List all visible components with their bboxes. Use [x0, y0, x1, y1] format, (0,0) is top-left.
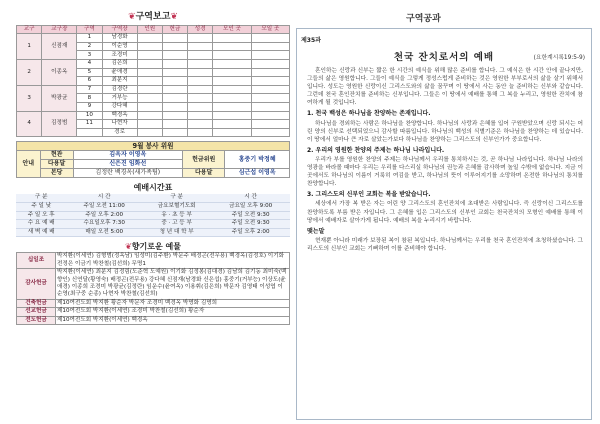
lesson-box [296, 28, 592, 420]
service-right-label: 다용달 [183, 169, 225, 178]
area-leader: 윤애경 [102, 68, 137, 77]
report-empty-cell [251, 85, 289, 94]
district-no: 4 [17, 111, 42, 137]
report-empty-cell [213, 102, 251, 111]
report-empty-cell [251, 42, 289, 51]
report-empty-cell [137, 102, 162, 111]
area-no: 3 [77, 51, 102, 60]
report-empty-cell [251, 68, 289, 77]
service-right-value: 심근섭 이영옥 [225, 169, 290, 178]
district-no: 2 [17, 59, 42, 85]
worship-cell: 매일 오전 5:00 [66, 228, 142, 237]
worship-cell: 유 · 초 등 부 [142, 211, 211, 220]
report-header-cell: 헌금 [162, 26, 187, 34]
worship-title: 예배시간표 [133, 183, 173, 193]
offering-label: 선교헌금 [17, 308, 56, 316]
lesson-number: 제35과 [301, 37, 321, 44]
report-empty-cell [188, 128, 213, 137]
district-leader: 김정범 [42, 111, 77, 137]
report-empty-cell [188, 85, 213, 94]
area-no: 1 [77, 34, 102, 43]
report-header-cell: 인원 [137, 26, 162, 34]
report-empty-cell [213, 128, 251, 137]
report-empty-cell [251, 77, 289, 86]
offering-row [17, 269, 290, 300]
report-empty-cell [162, 102, 187, 111]
point-heading: 1. 천국 백성은 하나님을 찬양하는 존재입니다. [307, 110, 431, 118]
report-empty-cell [188, 34, 213, 43]
area-leader: 조경미 [102, 51, 137, 60]
worship-cell: 수요일오후 7:30 [66, 220, 142, 229]
point-text: 하나님을 경외하는 사람은 하나님을 찬양합니다. 하나님의 사랑과 은혜를 입어 구원받았으며 신랑 되시는 어린 양의 신부로 선택되었으니 감사할 따름입니다. 하나님의 백성의 식별기준은 하나님을 찬양하는 데 있습니다. 이 땅에서 얼마나 큰 자로 살았는가보다 하나님을 찬양하는 그리스도의 신부인가가 중요합니다. [307, 120, 583, 143]
left-column [16, 8, 290, 325]
worship-cell: 주 일 오 후 [16, 211, 66, 220]
area-leader: 나현자 [102, 120, 137, 129]
worship-row [16, 202, 290, 211]
report-empty-cell [188, 51, 213, 60]
service-guide-label: 다용달 [40, 160, 73, 169]
report-empty-cell [162, 68, 187, 77]
district-leader: 박광균 [42, 85, 77, 111]
report-empty-cell [188, 102, 213, 111]
area-no: 7 [77, 85, 102, 94]
area-leader: 김은희 [102, 59, 137, 68]
report-empty-cell [251, 94, 289, 103]
report-empty-cell [213, 34, 251, 43]
report-empty-cell [251, 59, 289, 68]
service-right-value: 홍중기 박정혜 [225, 151, 290, 169]
report-empty-cell [213, 77, 251, 86]
report-empty-cell [213, 85, 251, 94]
report-header-cell: 모일 곳 [251, 26, 289, 34]
report-row [17, 59, 290, 68]
offering-label: 십일조 [17, 253, 56, 269]
offering-label: 감사헌금 [17, 269, 56, 300]
area-no: 6 [77, 77, 102, 86]
worship-header-row [16, 194, 290, 202]
offering-title: ❦향기로운 예물 [125, 242, 181, 252]
report-empty-cell [213, 42, 251, 51]
report-empty-cell [188, 111, 213, 120]
area-no: 10 [77, 111, 102, 120]
worship-cell: 금요일 오후 9:00 [211, 202, 290, 211]
report-empty-cell [213, 51, 251, 60]
area-leader: 이순영 [102, 42, 137, 51]
point-text: 우리가 부를 영원한 찬양의 주제는 하나님께서 우리를 통치하시는 것, 곧 하나님 나라입니다. 하나님 나라의 영광을 바라볼 때마다 우리는 우리를 다스리실 하나님의 권능과 은혜를 감사하며 높일 수밖에 없습니다. 지금 이곳에서도 하나님의 이름이 거룩히 여김을 받고, 하나님의 뜻이 이루어지기를 소망하며 온전한 하나님의 통치를 찬양합니다. [307, 156, 583, 188]
worship-table [16, 194, 290, 237]
worship-cell: 주일 오전 9:30 [211, 220, 290, 229]
service-guide-label: 안내 [17, 151, 41, 178]
offering-row [17, 253, 290, 269]
report-empty-cell [213, 68, 251, 77]
report-row [17, 85, 290, 94]
report-empty-cell [213, 111, 251, 120]
report-empty-cell [188, 94, 213, 103]
report-empty-cell [137, 94, 162, 103]
report-empty-cell [137, 128, 162, 137]
report-empty-cell [137, 77, 162, 86]
area-no: 5 [77, 68, 102, 77]
district-leader: 신점재 [42, 34, 77, 60]
report-header-cell: 교구 [17, 26, 42, 34]
report-empty-cell [213, 120, 251, 129]
area-no: 4 [77, 59, 102, 68]
report-row [17, 111, 290, 120]
worship-row [16, 211, 290, 220]
offering-row [17, 299, 290, 307]
district-leader: 이종옥 [42, 59, 77, 85]
lesson-header-title: 구역공과 [406, 14, 441, 24]
report-header-cell: 교구장 [42, 26, 77, 34]
area-leader: 최분지 [102, 77, 137, 86]
worship-cell: 새 벽 예 배 [16, 228, 66, 237]
worship-cell: 수 요 예 배 [16, 220, 66, 229]
offering-table [16, 252, 290, 325]
offering-row [17, 316, 290, 324]
report-empty-cell [162, 128, 187, 137]
report-empty-cell [162, 51, 187, 60]
report-header-cell: 성경 [188, 26, 213, 34]
lesson-reference: (요한계시록19:5-9) [533, 55, 585, 61]
report-empty-cell [162, 77, 187, 86]
area-leader: 강다혜 [102, 102, 137, 111]
report-empty-cell [188, 68, 213, 77]
worship-body [16, 202, 290, 236]
report-title: ❦구역보고❦ [128, 12, 178, 22]
worship-row [16, 228, 290, 237]
report-empty-cell [213, 94, 251, 103]
worship-cell: 금요보혈기도회 [142, 202, 211, 211]
worship-cell: 주 일 낮 [16, 202, 66, 211]
service-guide-value: 김옥자 이영옥 [73, 151, 182, 160]
report-header-row [17, 26, 290, 34]
offering-names: 제10여전도회 박지환(이세연) 백경옥 [56, 316, 290, 324]
worship-cell: 주일 오후 2:00 [66, 211, 142, 220]
report-empty-cell [162, 120, 187, 129]
point-heading: 3. 그리스도의 신부인 교회는 복을 받았습니다. [307, 191, 431, 199]
report-empty-cell [251, 102, 289, 111]
lesson-header [296, 8, 592, 28]
area-leader: 백경옥 [102, 111, 137, 120]
lesson-title: 천국 잔치로서의 예배 [393, 52, 495, 63]
report-empty-cell [162, 42, 187, 51]
offering-names: 박지환(이세연) 김형범(정옥남) 임성미(김주환) 박문주 배정곤(전무용) 백경옥(김정호) 이기화 전정은 이금기 박찬철(김선희) 무명1 [56, 253, 290, 269]
closing-heading: 맺는말 [307, 227, 325, 235]
report-empty-cell [251, 34, 289, 43]
report-empty-cell [137, 111, 162, 120]
service-guide-label: 현관 [40, 151, 73, 160]
report-row [17, 34, 290, 43]
service-table [16, 141, 290, 178]
area-leader: 경로 [102, 128, 137, 137]
district-no: 3 [17, 85, 42, 111]
worship-row [16, 220, 290, 229]
service-guide-label: 본당 [40, 169, 73, 178]
worship-cell: 주일 오전 9:30 [211, 211, 290, 220]
offering-row [17, 308, 290, 316]
report-empty-cell [137, 85, 162, 94]
service-guide-value: 신은진 임화선 [73, 160, 182, 169]
report-empty-cell [213, 59, 251, 68]
report-header-cell: 구역장 [102, 26, 137, 34]
worship-cell: 주일 오후 2:00 [211, 228, 290, 237]
report-empty-cell [137, 51, 162, 60]
report-empty-cell [162, 59, 187, 68]
worship-cell: 주일 오전 11:00 [66, 202, 142, 211]
report-body [17, 34, 290, 137]
report-empty-cell [137, 34, 162, 43]
right-column [296, 8, 592, 418]
point-heading: 2. 우리의 영원한 찬양의 주제는 하나님 나라입니다. [307, 146, 445, 154]
worship-cell: 청 년 대 학 부 [142, 228, 211, 237]
report-empty-cell [137, 120, 162, 129]
area-no: 8 [77, 94, 102, 103]
worship-header-cell: 구 분 [16, 194, 66, 202]
report-empty-cell [251, 128, 289, 137]
report-empty-cell [251, 120, 289, 129]
report-empty-cell [188, 120, 213, 129]
report-empty-cell [251, 111, 289, 120]
report-empty-cell [162, 94, 187, 103]
report-empty-cell [137, 42, 162, 51]
area-no [77, 128, 102, 137]
worship-cell: 중 · 고 등 부 [142, 220, 211, 229]
area-leader: 거부능 [102, 94, 137, 103]
report-empty-cell [188, 42, 213, 51]
area-no: 11 [77, 120, 102, 129]
point-text: 세상에서 가장 복 받은 자는 어린 양 그리스도의 혼인잔치에 초대받은 사람입니다. 즉 신랑이신 그리스도를 찬양하도록 부름 받은 자입니다. 그 은혜를 입은 그리스도의 신부인 교회는 천국잔치의 모형인 예배를 통해 이 땅에서 예배자로 살아가게 됩니다. 예배의 복을 누리시기 바랍니다. [307, 201, 583, 224]
offering-names: 제10여전도회 박지환 황순자 박문자 조경미 백경옥 박명화 김명희 [56, 299, 290, 307]
report-empty-cell [188, 77, 213, 86]
worship-header-cell: 시 간 [66, 194, 142, 202]
offering-names: 제10여전도회 박지환(이세연) 조경미 박찬철(김선희) 황순자 [56, 308, 290, 316]
report-empty-cell [251, 51, 289, 60]
service-guide-value: 김정란 백경옥(새가족팀) [73, 169, 182, 178]
report-table [16, 25, 290, 137]
report-empty-cell [162, 111, 187, 120]
report-header-cell: 구역 [77, 26, 102, 34]
report-empty-cell [137, 59, 162, 68]
report-header-cell: 모인 곳 [213, 26, 251, 34]
offering-label: 건축헌금 [17, 299, 56, 307]
worship-header-cell: 구 분 [142, 194, 211, 202]
report-empty-cell [162, 85, 187, 94]
offering-label: 전도헌금 [17, 316, 56, 324]
report-empty-cell [188, 59, 213, 68]
district-no: 1 [17, 34, 42, 60]
report-empty-cell [137, 68, 162, 77]
area-leader: 남경화 [102, 34, 137, 43]
area-leader: 김경란 [102, 85, 137, 94]
offering-names: 박지환(이세연) 최분지 김정림(도준혁 도예원) 이기화 김정봉(김대경) 김남희 김기동 최미숙(백향인) 신연달(황영숙) 배정곤(전무용) 강다혜 신점재(남경화 신은섭) 홍중기(거부능) 이상도(윤애경) 이종희 조경미 박광균(김정란) 임운수(윤여옥) 이용휘(김은희) 박문자 김영태 이성엽 이순영(최구중 순종) 나현자 박찬철(김선희) [56, 269, 290, 300]
area-no: 9 [77, 102, 102, 111]
closing-text: 현재뿐 아니라 미래가 보장된 복이 참된 복입니다. 하나님께서는 우리를 천국 혼인잔치에 초청하셨습니다. 그리스도의 신부인 교회는 기뻐하며 이를 준비해야 합니다. [307, 237, 583, 252]
area-no: 2 [77, 42, 102, 51]
report-empty-cell [162, 34, 187, 43]
service-right-label: 헌금위원 [183, 151, 225, 169]
lesson-intro: 혼인하는 신랑과 신부는 짧은 한 시간의 예식을 위해 많은 준비를 합니다. 그 예식은 한 시간 안에 끝나지만, 그들의 삶은 영원합니다. 그들이 예식을 그렇게 정성스럽게 준비하는 것은 영원한 부부로서의 삶을 살기 위해서입니다. 성도는 영원한 신랑이신 그리스도와의 삶을 꿈꾸며 이 땅에서 사는 동안 늘 준비하는 신부와 같습니다. 그런데 천국 혼인잔치를 준비하는 신부입니다. 그들은 이 땅에서 예배를 통해 그 복을 누리고, 영원한 잔치에 참여하게 될 것입니다. [307, 68, 583, 107]
lesson-body [307, 67, 583, 255]
worship-header-cell: 시 간 [211, 194, 290, 202]
service-title: 9월 봉사 위원 [17, 142, 290, 151]
